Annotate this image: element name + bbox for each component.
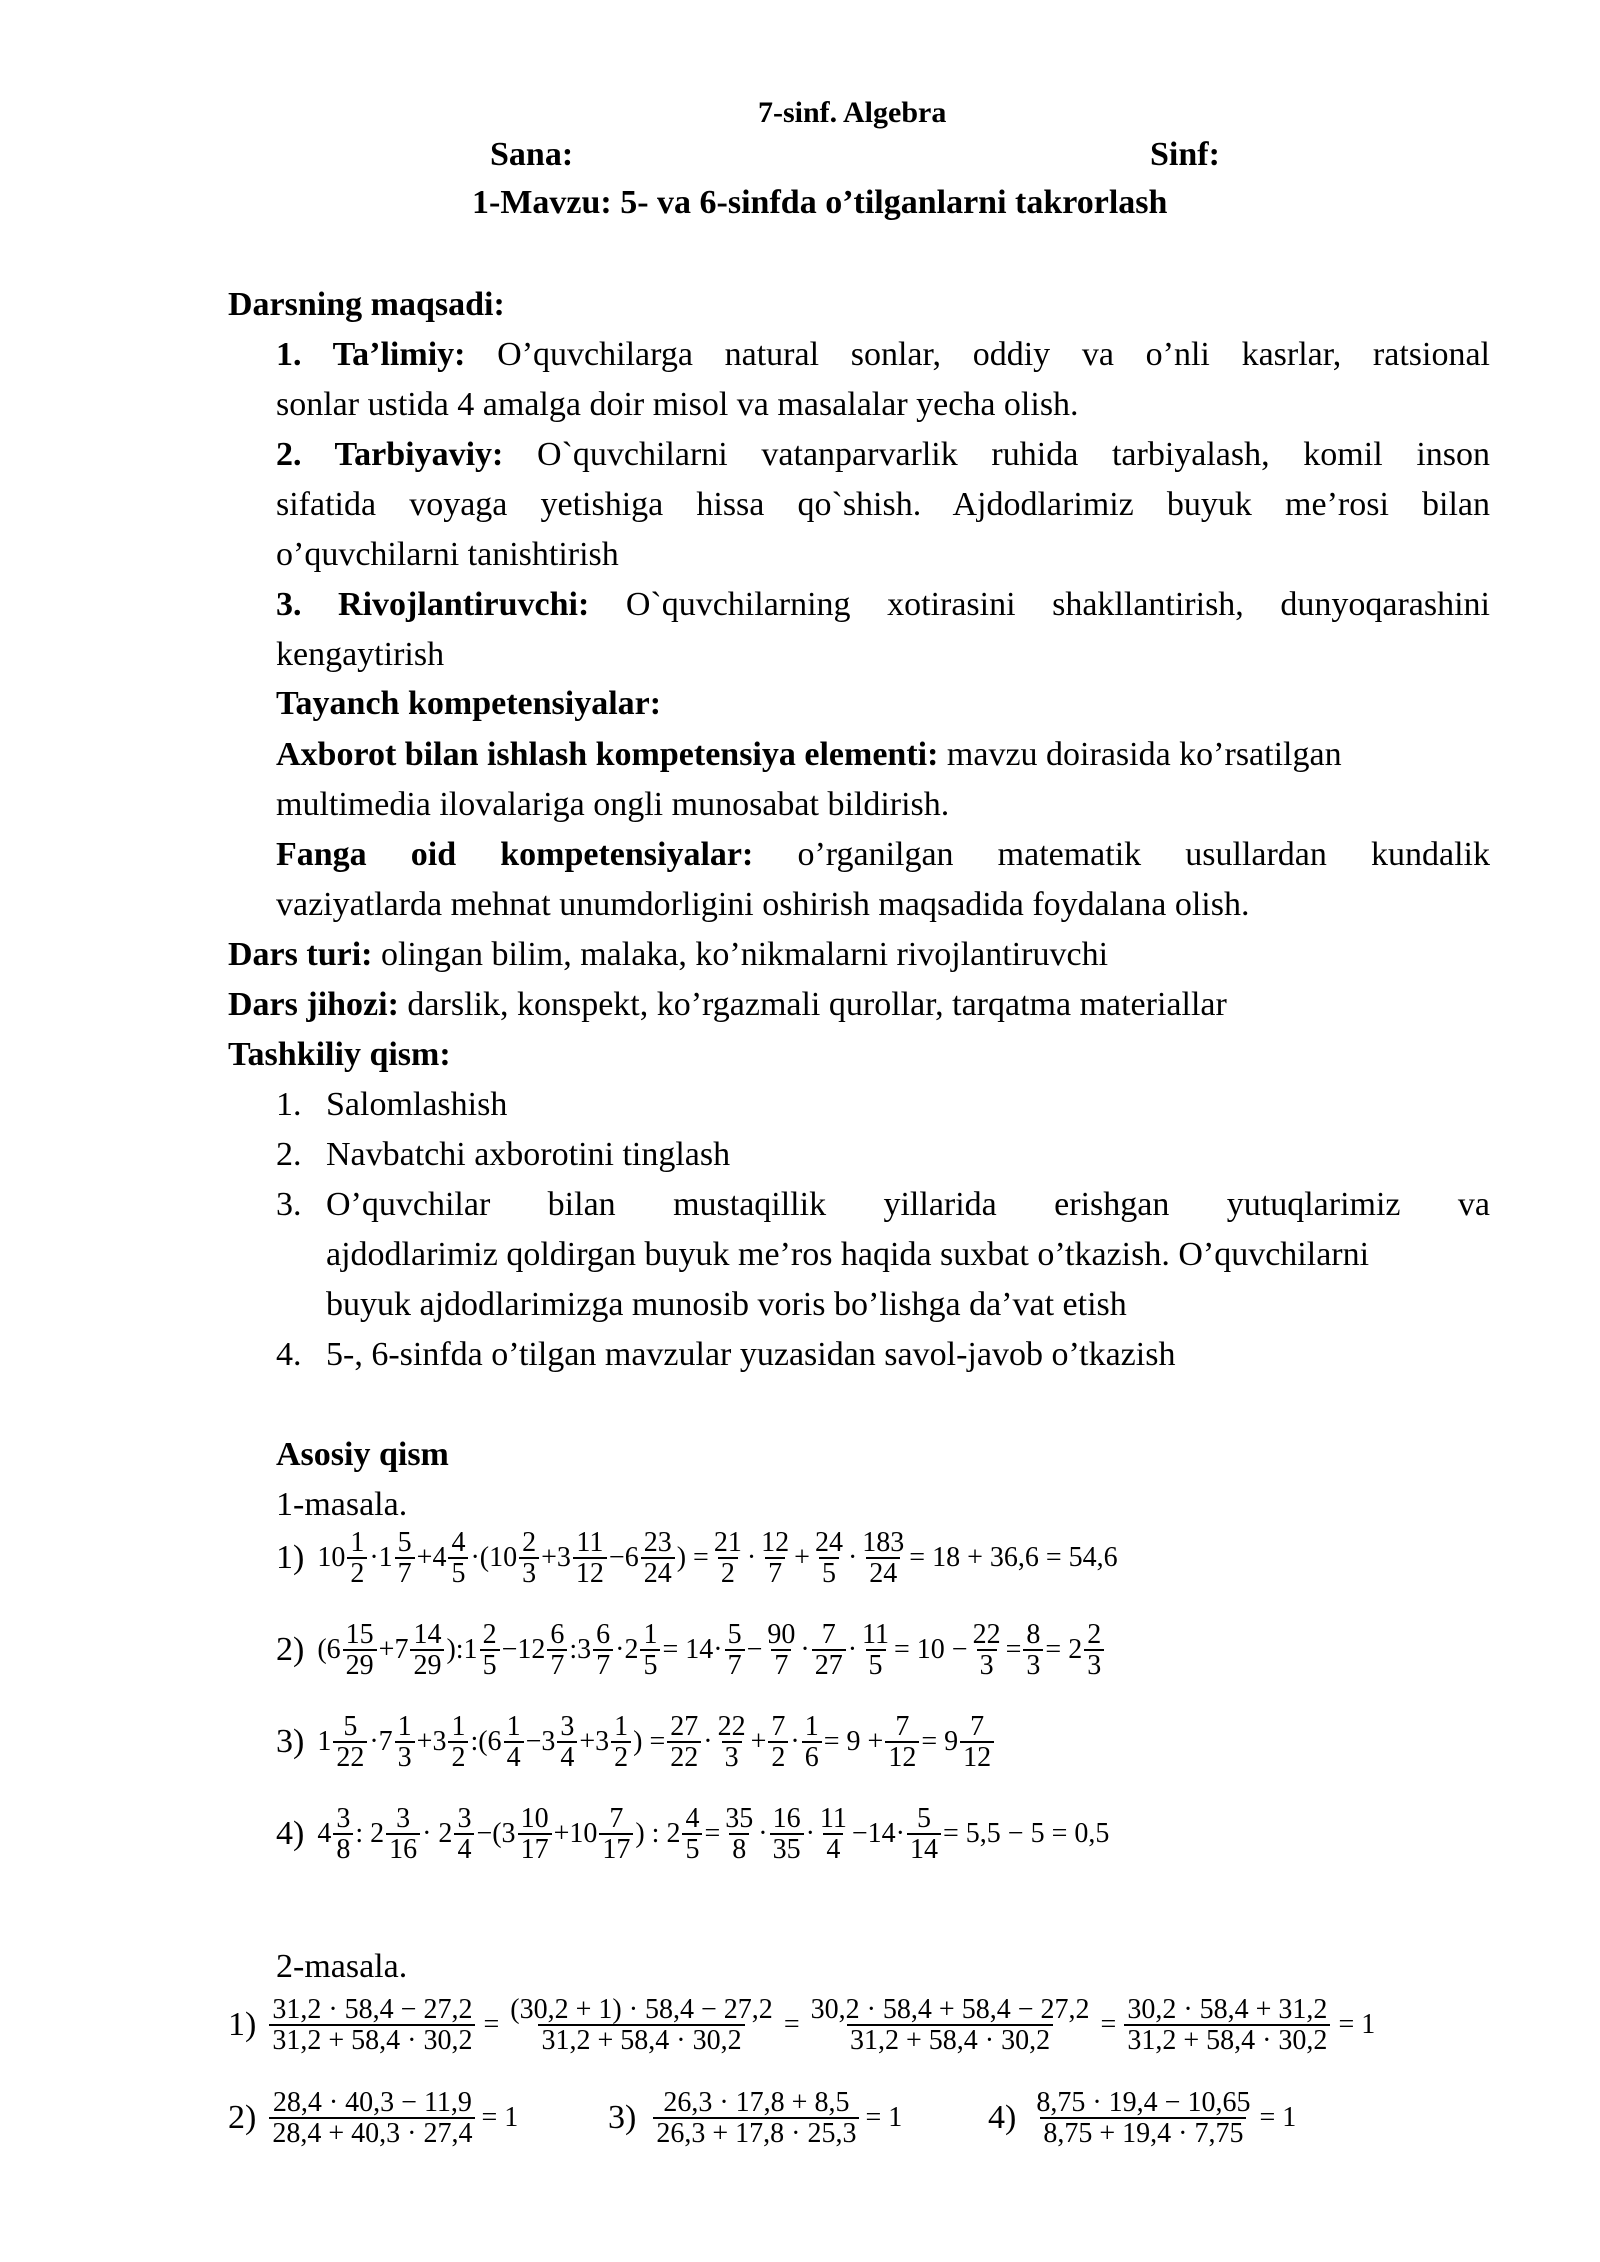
denominator: 28,4 + 40,3 · 27,4 [269,2117,475,2148]
fraction [970,1620,1004,1681]
denominator: 12 [573,1557,607,1588]
fraction [519,1528,539,1589]
fraction [518,1804,552,1865]
competency-text: mavzu doirasida ko’rsatilgan [938,736,1342,773]
equation-term: = [1100,2009,1117,2041]
denominator: 22 [333,1741,367,1772]
fraction [1124,1995,1330,2056]
competency-information [276,730,1490,830]
fraction [812,1528,846,1589]
fraction [480,1620,500,1681]
list-item [276,1130,730,1180]
equation-1 [276,1528,1118,1589]
equation-term: · [805,1818,815,1850]
fraction [667,1712,701,1773]
denominator: 35 [770,1833,804,1864]
denominator: 17 [599,1833,633,1864]
lesson-type-text: olingan bilim, malaka, ko’nikmalarni rivojlantiruvchi [372,936,1109,973]
fraction [333,1804,353,1865]
equation-3 [276,1712,996,1773]
numerator: 22 [717,1711,746,1742]
competencies-heading: Tayanch kompetensiyalar: [276,685,662,722]
equation-term: 4 [317,1818,332,1850]
fraction [507,1995,776,2056]
equation-label: 1) [228,2006,257,2044]
denominator: 3 [519,1557,539,1588]
denominator: 2 [611,1741,631,1772]
equation-term: +3 [541,1542,571,1574]
fraction [547,1620,567,1681]
numerator: 7 [771,1711,786,1742]
goal-label: 3. Rivojlantiruvchi: [276,586,590,623]
fraction [395,1528,415,1589]
equation-term: :3 [569,1634,592,1666]
equation-term: = 14· [662,1634,723,1666]
denominator: 16 [386,1833,420,1864]
numerator: 1 [643,1619,658,1650]
fraction [269,1995,475,2056]
fraction [611,1712,631,1773]
denominator: 2 [768,1741,788,1772]
fraction [1023,1620,1043,1681]
fraction [711,1528,745,1589]
fraction [907,1804,941,1865]
class-label: Sinf: [1150,136,1220,173]
fraction [599,1804,633,1865]
equation-term: = 1 [865,2102,903,2134]
denominator: 29 [343,1649,377,1680]
numerator: 1 [397,1711,412,1742]
equation-p2-2 [228,2088,518,2149]
denominator: 31,2 + 58,4 · 30,2 [269,2024,475,2055]
equation-term: ) = [676,1542,709,1574]
equation-term: · [847,1542,858,1574]
denominator: 5 [819,1557,839,1588]
equation-term: = 2 [1045,1634,1083,1666]
denominator: 2 [448,1741,468,1772]
equation-term: = 18 + 36,6 = 54,6 [909,1542,1118,1574]
fraction [768,1712,788,1773]
numerator: 90 [767,1619,796,1650]
equation-term: · [758,1818,768,1850]
numerator: 21 [713,1527,742,1558]
fraction [960,1712,994,1773]
equation-label: 3) [608,2099,637,2137]
denominator: 31,2 + 58,4 · 30,2 [847,2024,1053,2055]
competency-text: o’rganilgan matematik usullardan kundalik [753,836,1490,873]
denominator: 8 [333,1833,353,1864]
equation-term: +3 [416,1726,447,1758]
list-item [326,1180,1490,1330]
equation-term: ):1 [446,1634,478,1666]
goals-heading: Darsning maqsadi: [228,286,505,323]
fraction [1084,1620,1104,1681]
numerator: 11 [576,1527,604,1558]
fraction [812,1620,846,1681]
denominator: 26,3 + 17,8 · 25,3 [653,2117,859,2148]
goal-text: O`quvchilarning xotirasini shakllantirish, dunyoqarashini [589,586,1490,623]
equation-term: 10 [317,1542,346,1574]
numerator: 2 [1087,1619,1102,1650]
denominator: 8 [729,1833,749,1864]
numerator: 2 [482,1619,497,1650]
numerator: 1 [350,1527,365,1558]
equation-term: + [794,1542,810,1574]
goal-text: kengaytirish [276,636,445,673]
fraction [802,1712,822,1773]
equation-term: = [1005,1634,1022,1666]
equation-term: :(6 [470,1726,502,1758]
list-item-number: 2. [276,1136,302,1173]
problem2-title: 2-masala. [276,1948,408,1985]
denominator: 24 [866,1557,900,1588]
fraction [557,1712,577,1773]
goal-text: o’quvchilarni tanishtirish [276,536,619,573]
denominator: 6 [802,1741,822,1772]
goal-educational [276,330,1490,430]
equation-4 [276,1804,1109,1865]
equation-term: 1 [317,1726,332,1758]
equation-term: · [800,1634,810,1666]
fraction [722,1804,756,1865]
denominator: 5 [640,1649,660,1680]
numerator: 1 [614,1711,629,1742]
denominator: 2 [718,1557,738,1588]
numerator: 31,2 · 58,4 − 27,2 [272,1994,473,2025]
equation-term: = 1 [1259,2102,1297,2134]
goal-text: sonlar ustida 4 amalga doir misol va masalalar yecha olish. [276,386,1079,423]
fraction [808,1995,1093,2056]
numerator: 6 [596,1619,611,1650]
numerator: 3 [336,1803,351,1834]
equation-term: = [783,2009,800,2041]
equation-term: ) = [633,1726,666,1758]
denominator: 31,2 + 58,4 · 30,2 [1124,2024,1330,2055]
fraction [1033,2088,1253,2149]
numerator: 3 [560,1711,575,1742]
competency-subject [276,830,1490,930]
numerator: 8,75 · 19,4 − 10,65 [1036,2087,1251,2118]
problem1-title: 1-masala. [276,1486,408,1523]
numerator: 7 [609,1803,624,1834]
list-item [276,1080,507,1130]
lesson-type [228,930,1108,980]
equation-term: ·1 [369,1542,393,1574]
numerator: 23 [643,1527,672,1558]
numerator: 30,2 · 58,4 + 31,2 [1127,1994,1328,2025]
fraction [593,1620,613,1681]
fraction [715,1712,749,1773]
fraction [343,1620,377,1681]
equation-term: : 2 [355,1818,385,1850]
goal-label: 2. Tarbiyaviy: [276,436,504,473]
lesson-equipment [228,980,1227,1030]
equation-term: = 5,5 − 5 = 0,5 [943,1818,1110,1850]
numerator: (30,2 + 1) · 58,4 − 27,2 [510,1994,773,2025]
equation-term: = 9 + [823,1726,884,1758]
numerator: 16 [772,1803,801,1834]
numerator: 4 [685,1803,700,1834]
numerator: 2 [522,1527,537,1558]
fraction [333,1712,367,1773]
fraction [817,1804,850,1865]
list-item-text: buyuk ajdodlarimizga munosib voris bo’lishga da’vat etish [326,1286,1127,1323]
equation-term: (6 [317,1634,341,1666]
equation-label: 1) [276,1539,305,1577]
fraction [573,1528,607,1589]
competency-text: vaziyatlarda mehnat unumdorligini oshirish maqsadida foydalana olish. [276,886,1250,923]
numerator: 5 [727,1619,742,1650]
goal-label: 1. Ta’limiy: [276,336,466,373]
list-item-text: Navbatchi axborotini tinglash [326,1136,731,1173]
denominator: 3 [722,1741,742,1772]
numerator: 26,3 · 17,8 + 8,5 [663,2087,850,2118]
fraction [725,1620,745,1681]
fraction [448,1712,468,1773]
numerator: 28,4 · 40,3 − 11,9 [272,2087,472,2118]
denominator: 12 [960,1741,994,1772]
fraction [504,1712,524,1773]
equation-term: · [790,1726,800,1758]
numerator: 7 [895,1711,910,1742]
fraction [885,1712,919,1773]
equation-2 [276,1620,1106,1681]
denominator: 2 [347,1557,367,1588]
list-item-text: 5-, 6-sinfda o’tilgan mavzular yuzasidan savol-javob o’tkazish [326,1336,1176,1373]
denominator: 24 [641,1557,675,1588]
fraction [764,1620,798,1681]
numerator: 15 [345,1619,374,1650]
equation-term: +10 [553,1818,598,1850]
denominator: 22 [667,1741,701,1772]
numerator: 7 [821,1619,836,1650]
equation-label: 2) [276,1631,305,1669]
numerator: 5 [343,1711,358,1742]
denominator: 3 [1084,1649,1104,1680]
fraction [682,1804,702,1865]
equation-term: = [704,1818,721,1850]
equation-term: +4 [416,1542,447,1574]
equation-term: ·(10 [470,1542,518,1574]
fraction [653,2088,859,2149]
numerator: 1 [506,1711,521,1742]
list-item-number: 3. [276,1186,302,1223]
numerator: 4 [451,1527,466,1558]
numerator: 7 [970,1711,985,1742]
numerator: 12 [761,1527,790,1558]
denominator: 27 [812,1649,846,1680]
equation-label: 2) [228,2099,257,2137]
goal-upbringing [276,430,1490,580]
equation-term: ) : 2 [635,1818,681,1850]
goal-text: O’quvchilarga natural sonlar, oddiy va o’nli kasrlar, ratsional [465,336,1491,373]
numerator: 183 [862,1527,905,1558]
equation-p2-3 [608,2088,902,2149]
numerator: 5 [917,1803,932,1834]
fraction [454,1804,474,1865]
fraction [640,1620,660,1681]
subject-title: 7-sinf. Algebra [758,96,947,129]
fraction [859,1620,892,1681]
numerator: 35 [725,1803,754,1834]
numerator: 30,2 · 58,4 + 58,4 − 27,2 [810,1994,1090,2025]
equation-label: 3) [276,1723,305,1761]
goal-text: sifatida voyaga yetishiga hissa qo`shish. Ajdodlarimiz buyuk me’rosi bilan [276,486,1490,523]
equation-term: = [483,2009,500,2041]
equation-term: = 10 − [894,1634,968,1666]
numerator: 11 [862,1619,890,1650]
lesson-equipment-text: darslik, konspekt, ko’rgazmali qurollar, tarqatma materiallar [398,986,1227,1023]
denominator: 12 [885,1741,919,1772]
organization-heading: Tashkiliy qism: [228,1036,451,1073]
denominator: 5 [866,1649,886,1680]
lesson-equipment-label: Dars jihozi: [228,986,399,1023]
denominator: 7 [593,1649,613,1680]
denominator: 7 [547,1649,567,1680]
date-label: Sana: [490,136,574,173]
denominator: 5 [682,1833,702,1864]
equation-term: −12 [501,1634,546,1666]
numerator: 24 [814,1527,843,1558]
numerator: 14 [413,1619,442,1650]
fraction [448,1528,468,1589]
fraction [770,1804,804,1865]
fraction [758,1528,792,1589]
equation-term: −3 [525,1726,556,1758]
fraction [386,1804,420,1865]
equation-term: −(3 [476,1818,516,1850]
denominator: 3 [1023,1649,1043,1680]
equation-term: +7 [378,1634,409,1666]
equation-term: = 1 [481,2102,519,2134]
denominator: 29 [410,1649,444,1680]
numerator: 6 [550,1619,565,1650]
equation-term: − [746,1634,763,1666]
numerator: 3 [396,1803,411,1834]
equation-term: +3 [579,1726,610,1758]
denominator: 4 [504,1741,524,1772]
denominator: 5 [480,1649,500,1680]
list-item [276,1330,1175,1380]
list-item-number: 1. [276,1086,302,1123]
equation-term: −14· [851,1818,906,1850]
fraction [395,1712,415,1773]
list-item-number: 4. [276,1336,302,1373]
equation-label: 4) [988,2099,1017,2137]
fraction [410,1620,444,1681]
numerator: 1 [451,1711,466,1742]
equation-term: ·2 [615,1634,639,1666]
topic-title: 1-Mavzu: 5- va 6-sinfda o’tilganlarni takrorlash [472,184,1168,221]
numerator: 11 [819,1803,847,1834]
denominator: 3 [977,1649,997,1680]
main-part-heading: Asosiy qism [276,1436,449,1473]
numerator: 3 [457,1803,472,1834]
equation-term: −6 [608,1542,639,1574]
numerator: 22 [972,1619,1001,1650]
goal-text: O`quvchilarni vatanparvarlik ruhida tarbiyalash, komil inson [503,436,1490,473]
denominator: 14 [907,1833,941,1864]
denominator: 4 [454,1833,474,1864]
equation-p2-4 [988,2088,1296,2149]
list-item-text: Salomlashish [326,1086,508,1123]
denominator: 7 [771,1649,791,1680]
numerator: 27 [670,1711,699,1742]
list-item-text: O’quvchilar bilan mustaqillik yillarida erishgan yutuqlarimiz va [326,1186,1490,1223]
equation-term: = 9 [921,1726,959,1758]
equation-term: · [703,1726,713,1758]
denominator: 3 [395,1741,415,1772]
denominator: 7 [395,1557,415,1588]
goal-developmental [276,580,1490,680]
equation-term: · 2 [422,1818,453,1850]
numerator: 8 [1026,1619,1041,1650]
denominator: 8,75 + 19,4 · 7,75 [1040,2117,1246,2148]
equation-term: · [746,1542,757,1574]
fraction [859,1528,907,1589]
equation-label: 4) [276,1815,305,1853]
equation-term: = 1 [1338,2009,1376,2041]
equation-term: · [847,1634,858,1666]
equation-term: + [750,1726,767,1758]
list-item-text: ajdodlarimiz qoldirgan buyuk me’ros haqida suxbat o’tkazish. O’quvchilarni [326,1236,1370,1273]
fraction [347,1528,367,1589]
fraction [641,1528,675,1589]
numerator: 1 [804,1711,819,1742]
denominator: 7 [725,1649,745,1680]
denominator: 17 [518,1833,552,1864]
fraction [269,2088,475,2149]
denominator: 4 [557,1741,577,1772]
equation-term: ·7 [369,1726,393,1758]
numerator: 10 [520,1803,549,1834]
competency-label: Axborot bilan ishlash kompetensiya elementi: [276,736,939,773]
denominator: 7 [765,1557,785,1588]
denominator: 5 [448,1557,468,1588]
lesson-type-label: Dars turi: [228,936,373,973]
equation-p2-1 [228,1995,1375,2056]
denominator: 31,2 + 58,4 · 30,2 [538,2024,744,2055]
denominator: 4 [823,1833,843,1864]
competency-text: multimedia ilovalariga ongli munosabat bildirish. [276,786,950,823]
competency-label: Fanga oid kompetensiyalar: [276,836,754,873]
numerator: 5 [397,1527,412,1558]
